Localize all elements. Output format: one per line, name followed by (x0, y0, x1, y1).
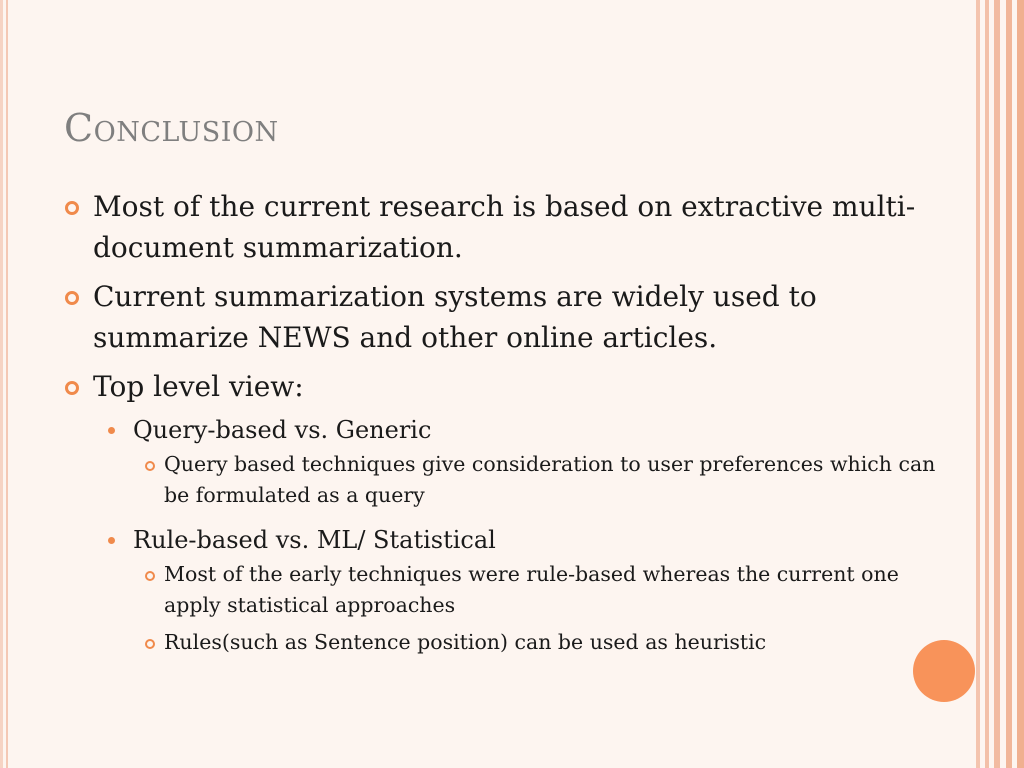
right-border-stripe (985, 0, 989, 768)
ring-bullet-icon (145, 571, 155, 581)
sub-bullet-item (64, 413, 944, 447)
dot-bullet-icon (108, 427, 115, 434)
sub-sub-bullet-item (64, 449, 944, 511)
right-border-stripe (994, 0, 1000, 768)
sub-sub-bullet-text: Rules(such as Sentence position) can be used as heuristic (164, 630, 767, 654)
ring-bullet-icon (65, 381, 79, 395)
sub-bullet-text: Rule-based vs. ML/ Statistical (133, 526, 496, 554)
left-border-stripe (6, 0, 8, 768)
sub-sub-bullet-text: Most of the early techniques were rule-based whereas the current one apply statistical approaches (164, 562, 899, 617)
sub-bullet-text: Query-based vs. Generic (133, 416, 432, 444)
bullet-text: Top level view: (93, 370, 304, 403)
sub-sub-bullet-item (64, 559, 944, 621)
right-border-stripe (976, 0, 980, 768)
ring-bullet-icon (145, 639, 155, 649)
bullet-item (64, 276, 944, 358)
sub-sub-bullet-text: Query based techniques give consideration to user preferences which can be formulated as a query (164, 452, 936, 507)
ring-bullet-icon (65, 291, 79, 305)
ring-bullet-icon (65, 201, 79, 215)
ring-bullet-icon (145, 461, 155, 471)
bullet-item (64, 186, 944, 268)
bullet-text: Most of the current research is based on extractive multi-document summarization. (93, 190, 916, 264)
sub-sub-bullet-item (64, 627, 944, 658)
right-border-stripe (1017, 0, 1024, 768)
left-border-stripe (0, 0, 3, 768)
dot-bullet-icon (108, 537, 115, 544)
slide-content (64, 186, 944, 658)
slide-title: Conclusion (64, 106, 279, 150)
bullet-text: Current summarization systems are widely used to summarize NEWS and other online articles. (93, 280, 817, 354)
sub-bullet-item (64, 523, 944, 557)
bullet-item (64, 366, 944, 407)
right-border-stripe (1006, 0, 1012, 768)
